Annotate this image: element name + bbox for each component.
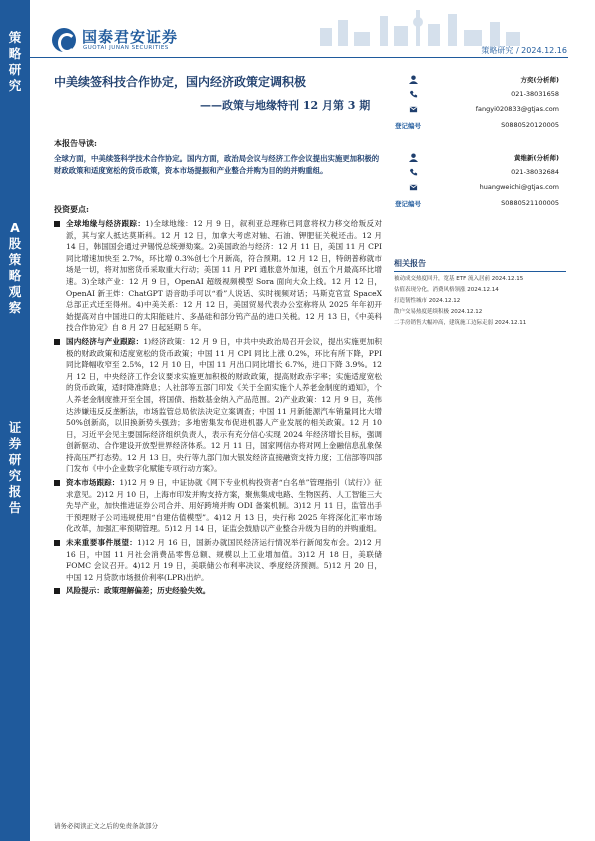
paragraph-text: 1)12 月 16 日，国新办就国民经济运行情况举行新闻发布会。2)12 月 16 日，中国 11 月社会消费品零售总额、规模以上工业增加值。3)12 月 18 日，美联储 FOMC 会议召开。4)12 月 19 日，美联储公布利率决议、季度经济预测。5)12 月 20 日，中国 12 月贷款市场报价利率(LPR)出炉。 — [66, 538, 382, 582]
related-report-link[interactable]: 二手房销售大幅冲高，建筑施工边际走弱 2024.12.11 — [394, 320, 527, 326]
highlight-paragraph — [54, 477, 382, 535]
bullet-square-icon — [54, 221, 60, 227]
paragraph-lead: 全球地缘与经济跟踪： — [66, 219, 146, 228]
page-header — [30, 0, 595, 58]
registration-label: 登记编号 — [395, 200, 421, 208]
investment-highlights-heading: 投资要点: — [54, 204, 89, 214]
highlight-paragraph — [54, 585, 382, 597]
phone-icon — [409, 90, 418, 99]
paragraph-lead: 资本市场跟踪： — [66, 478, 120, 488]
related-reports — [394, 258, 566, 327]
email-icon — [409, 105, 418, 114]
paragraph-lead: 未来重要事件展望： — [66, 538, 138, 548]
paragraph-text: 1)全球地缘：12 月 9 日，叙利亚总理称已同意将权力移交给叛反对派，其与家人抵达莫斯科。12 月 12 日，加拿大考虑对轴、石油、钾肥征关税还击。12 月 14 日，韩国国会通过尹锡悦总统弹劾案。2)美国政治与经济：12 月 11 日，美国 11 月 CPI 同比增速加快至 2.7%，环比增 0.3%创七个月新高，符合预期。12 月 12 日，特朗普称就市场是一切，将对加密货币采取重大行动；美国 11 月 PPI 通胀意外加速，创五个月最高环比增速。3)全球产业：12 月 9 日，OpenAI 超级视频模型 Sora 面向大众上线。12 月 12 日，OpenAI 新王炸：ChatGPT 语音助手可以“看”人说话、实时视频对话；马斯克官宣 SpaceX 总部正式迁至得州。4)中美关系：12 月 12 日，美国贸易代表办公室称将从 2025 年年初开始提高对自中国进口的太阳能硅片、多晶硅和部分钨产品的进口关税。12 月 13 日，《中美科技合作协定》自 8 月 27 日起延期 5 年。 — [66, 219, 382, 333]
analyst-phone: 021-38032684 — [511, 168, 559, 176]
highlight-paragraph — [54, 218, 382, 334]
analyst-name: 方奕(分析师) — [520, 76, 559, 84]
report-category-date: 策略研究 / 2024.12.16 — [481, 46, 567, 55]
email-icon — [409, 183, 418, 192]
investment-highlights — [54, 218, 382, 599]
analyst-email: huangweichi@gtjas.com — [479, 183, 559, 191]
paragraph-text: 1)12 月 9 日，中证协就《网下专业机构投资者“白名单”管理指引（试行）》征求意见。2)12 月 10 日，上海市印发并购支持方案，聚焦集成电路、生物医药、人工智能三大先导产业，加快推进证券公司合并、用好跨境并购 ODI 备案机制。3)12 月 11 日，监管出手干预理财子公司违规使用“自建估值模型”。4)12 月 13 日，央行称 2025 年将深化汇率市场化改革，加强汇率预期管理。5)12 月 14 日，证监会鼓励以产业整合升级为目的的并购重组。 — [66, 478, 382, 534]
person-icon — [409, 153, 418, 162]
report-title: 中美续签科技合作协定，国内经济政策定调积极 — [54, 75, 307, 89]
guide-heading: 本报告导读: — [54, 138, 97, 148]
analyst-email: fangyi020833@gtjas.com — [475, 105, 559, 113]
phone-icon — [409, 168, 418, 177]
paragraph-lead: 风险提示： — [66, 586, 104, 596]
related-report-link[interactable]: 估值表现分化，消费风格领涨 2024.12.14 — [394, 287, 499, 293]
bullet-square-icon — [54, 339, 60, 345]
report-subtitle: ——政策与地缘特刊 12 月第 3 期 — [200, 99, 371, 112]
sidebar-report-type: 证 券 研 究 报 告 — [8, 420, 22, 515]
city-skyline-icon — [310, 6, 530, 46]
registration-label: 登记编号 — [395, 122, 421, 130]
company-name-en: GUOTAI JUNAN SECURITIES — [83, 45, 169, 51]
paragraph-lead: 国内经济与产业跟踪： — [66, 336, 144, 346]
paragraph-text: 1)经济政策：12 月 9 日，中共中央政治局召开会议，提出实施更加积极的财政政策和适度宽松的货币政策；中国 11 月 CPI 同比上涨 0.2%，环比有所下降，PPI 同比降幅收窄至 2.5%，12 月 10 日，中国 11 月出口同比增长 6.7%，进口下降 3.9%。12 月 12 日，中央经济工作会议要求实施更加积极的财政政策，提高财政赤字率；实施适度宽松的货币政策，适时降准降息；人社部等五部门印发《关于全面实施个人养老金制度的通知》，个人养老金制度推开至全国，将国债、指数基金纳入产品范围。2)产业政策：12 月 9 日，英伟达涉嫌违反反垄断法，市场监管总局依法决定立案调查；中国 11 月新能源汽车销量同比大增 50%创新高，以旧换新势头强劲；多地密集发布促进机器人产业发展的相关政策。12 月 10 日，习近平会见主要国际经济组织负责人，表示有充分信心实现 2024 年经济增长目标，强调创新驱动、合作建设开放型世界经济体系。12 月 11 日，国家网信办将对网上金融信息乱象保持高压严打态势。12 月 13 日，央行等九部门加大银发经济直接融资支持力度；工信部等四部门发布《中小企业数字化赋能专项行动方案》。 — [66, 336, 382, 474]
company-logo-icon — [52, 28, 76, 52]
company-name: 国泰君安证券 — [82, 28, 179, 46]
bullet-square-icon — [54, 588, 60, 594]
bullet-square-icon — [54, 540, 60, 546]
related-reports-heading: 相关报告 — [394, 258, 566, 272]
registration-number: S0880521100005 — [501, 199, 559, 207]
related-report-link[interactable]: 散户交易热度延续积极 2024.12.12 — [394, 309, 483, 315]
bullet-square-icon — [54, 480, 60, 486]
analyst-card — [395, 153, 565, 213]
related-report-link[interactable]: 打造韧性城市 2024.12.12 — [394, 298, 461, 304]
sidebar-category: 策 略 研 究 — [8, 30, 22, 93]
sidebar-series: A 股 策 略 观 察 — [8, 220, 22, 315]
registration-number: S0880520120005 — [501, 121, 559, 129]
analyst-card — [395, 75, 565, 135]
highlight-paragraph — [54, 537, 382, 583]
related-report-link[interactable]: 被动成交热度回升，宽基 ETF 流入居前 2024.12.15 — [394, 276, 524, 282]
header-divider — [30, 57, 568, 58]
paragraph-text: 政策理解偏差；历史经验失效。 — [103, 586, 211, 596]
person-icon — [409, 75, 418, 84]
analyst-name: 黄维新(分析师) — [514, 154, 559, 162]
report-summary: 全球方面，中美续签科学技术合作协定。国内方面，政治局会议与经济工作会议提出实施更加积极的财政政策和适度宽松的货币政策，资本市场提振和产业整合并购为目的的并购重组。 — [54, 154, 380, 175]
analyst-phone: 021-38031658 — [511, 90, 559, 98]
highlight-paragraph — [54, 336, 382, 475]
disclaimer-footer: 请务必阅读正文之后的免责条款部分 — [54, 822, 158, 830]
